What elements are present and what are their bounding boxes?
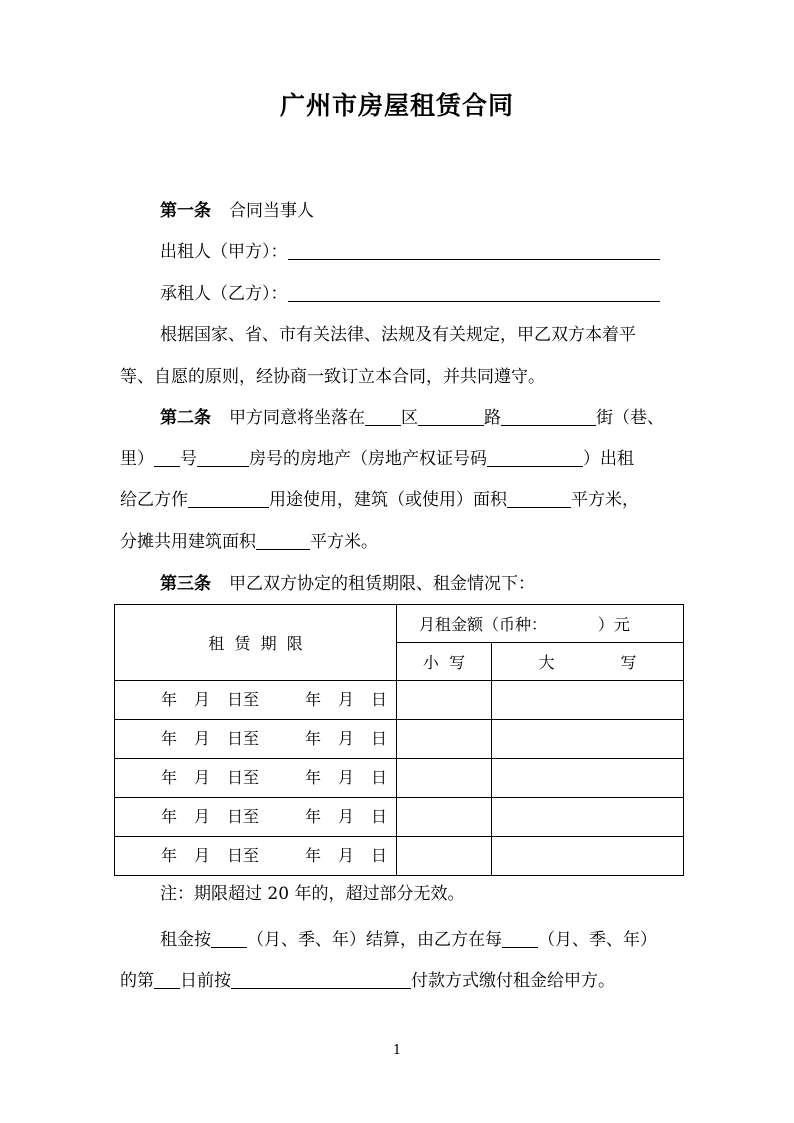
start-day: 日至: [227, 846, 260, 865]
small-header: 小 写: [422, 653, 466, 672]
period-cell: [115, 681, 397, 720]
start-year: 年: [161, 846, 178, 865]
article-3-heading: 第三条: [160, 574, 211, 594]
district-blank[interactable]: [365, 408, 401, 426]
article-2-line-4: [120, 531, 378, 553]
article-2-heading: 第二条: [160, 408, 211, 428]
start-year: 年: [161, 690, 178, 709]
intro-line-2: 等、自愿的原则，经协商一致订立本合同，并共同遵守。: [120, 367, 545, 387]
start-day: 日至: [227, 768, 260, 787]
shared-area-unit: 平方米。: [310, 532, 378, 552]
day-blank[interactable]: [154, 971, 180, 989]
table-row: [115, 681, 684, 720]
rent-header-cell: [397, 605, 684, 643]
start-month: 月: [194, 690, 211, 709]
rent-table: [114, 604, 684, 876]
end-month: 月: [338, 768, 355, 787]
start-month: 月: [194, 846, 211, 865]
road-label: 路: [484, 408, 501, 428]
lessor-blank[interactable]: [288, 242, 660, 260]
article-3-line: [160, 573, 535, 595]
table-row: [115, 798, 684, 837]
small-amount-cell[interactable]: [397, 681, 492, 720]
lane-label: 里）: [120, 449, 154, 469]
end-day: 日: [371, 768, 388, 787]
lane-blank[interactable]: [154, 449, 180, 467]
property-cert-blank[interactable]: [487, 449, 583, 467]
large-amount-cell[interactable]: [492, 798, 684, 837]
shared-area-label: 分摊共用建筑面积: [120, 532, 256, 552]
number-blank[interactable]: [197, 449, 249, 467]
table-row: [115, 759, 684, 798]
payment-text: 付款方式缴付租金给甲方。: [411, 971, 615, 991]
end-month: 月: [338, 807, 355, 826]
end-year: 年: [305, 846, 322, 865]
end-day: 日: [371, 729, 388, 748]
period-header: 租 赁 期 限: [208, 634, 303, 653]
lessee-label: 承租人（乙方）：: [160, 284, 288, 304]
end-month: 月: [338, 690, 355, 709]
payment-line-2: [120, 970, 615, 992]
end-day: 日: [371, 846, 388, 865]
intro-line-1: 根据国家、省、市有关法律、法规及有关规定，甲乙双方本着平: [160, 325, 636, 345]
article-1-text: 合同当事人: [229, 201, 314, 221]
article-2-line-2: [120, 448, 634, 470]
article-3-text: 甲乙双方协定的租赁期限、租金情况下：: [229, 574, 535, 594]
lessor-line: [160, 241, 660, 263]
end-year: 年: [305, 690, 322, 709]
start-day: 日至: [227, 729, 260, 748]
large-header-cell: [492, 643, 684, 681]
settle-text: （月、季、年）结算，由乙方在每: [247, 930, 502, 950]
end-month: 月: [338, 729, 355, 748]
lease-out-label: ）出租: [583, 449, 634, 469]
property-cert-label: 房号的房地产（房地产权证号码: [249, 449, 487, 469]
article-2-text: 甲方同意将坐落在: [229, 408, 365, 428]
end-month: 月: [338, 846, 355, 865]
article-2-line-3: [120, 489, 639, 511]
large-header-2: 写: [620, 653, 637, 672]
street-blank[interactable]: [501, 408, 596, 426]
large-amount-cell[interactable]: [492, 759, 684, 798]
period-cell: [115, 720, 397, 759]
payment-line-1: [160, 929, 657, 951]
start-month: 月: [194, 768, 211, 787]
end-year: 年: [305, 807, 322, 826]
settle-label: 租金按: [160, 930, 211, 950]
article-1-line: [160, 200, 314, 222]
start-year: 年: [161, 729, 178, 748]
each-period-blank[interactable]: [502, 930, 538, 948]
small-amount-cell[interactable]: [397, 720, 492, 759]
document-title: 广州市房屋租赁合同: [279, 91, 514, 120]
usage-prefix: 给乙方作: [120, 490, 188, 510]
page-number: 1: [392, 1043, 402, 1058]
settle-period-blank[interactable]: [211, 930, 247, 948]
small-amount-cell[interactable]: [397, 759, 492, 798]
small-amount-cell[interactable]: [397, 837, 492, 876]
lessor-label: 出租人（甲方）：: [160, 242, 288, 262]
area-blank[interactable]: [507, 490, 571, 508]
period-cell: [115, 759, 397, 798]
large-amount-cell[interactable]: [492, 837, 684, 876]
payment-method-blank[interactable]: [231, 971, 411, 989]
each-period-text: （月、季、年）: [538, 930, 657, 950]
road-blank[interactable]: [418, 408, 484, 426]
large-amount-cell[interactable]: [492, 720, 684, 759]
district-label: 区: [401, 408, 418, 428]
day-prefix: 的第: [120, 971, 154, 991]
end-year: 年: [305, 768, 322, 787]
shared-area-blank[interactable]: [256, 532, 310, 550]
start-month: 月: [194, 729, 211, 748]
number-label: 号: [180, 449, 197, 469]
before-label: 日前按: [180, 971, 231, 991]
table-row: [115, 837, 684, 876]
end-day: 日: [371, 690, 388, 709]
end-day: 日: [371, 807, 388, 826]
period-cell: [115, 837, 397, 876]
table-row: [115, 720, 684, 759]
start-year: 年: [161, 768, 178, 787]
small-amount-cell[interactable]: [397, 798, 492, 837]
large-header-1: 大: [538, 653, 555, 672]
large-amount-cell[interactable]: [492, 681, 684, 720]
start-day: 日至: [227, 807, 260, 826]
end-year: 年: [305, 729, 322, 748]
rent-header: 月租金额（币种： ）元: [419, 615, 630, 634]
article-1-heading: 第一条: [160, 201, 211, 221]
usage-blank[interactable]: [188, 490, 269, 508]
start-day: 日至: [227, 690, 260, 709]
lessee-line: [160, 283, 660, 305]
area-label: 用途使用，建筑（或使用）面积: [269, 490, 507, 510]
article-2-line-1: [160, 407, 664, 429]
period-header-cell: [115, 605, 397, 681]
start-year: 年: [161, 807, 178, 826]
lessee-blank[interactable]: [288, 284, 660, 302]
period-cell: [115, 798, 397, 837]
area-unit: 平方米，: [571, 490, 639, 510]
street-label: 街（巷、: [596, 408, 664, 428]
small-header-cell: [397, 643, 492, 681]
start-month: 月: [194, 807, 211, 826]
term-note: 注：期限超过 20 年的，超过部分无效。: [160, 884, 465, 904]
